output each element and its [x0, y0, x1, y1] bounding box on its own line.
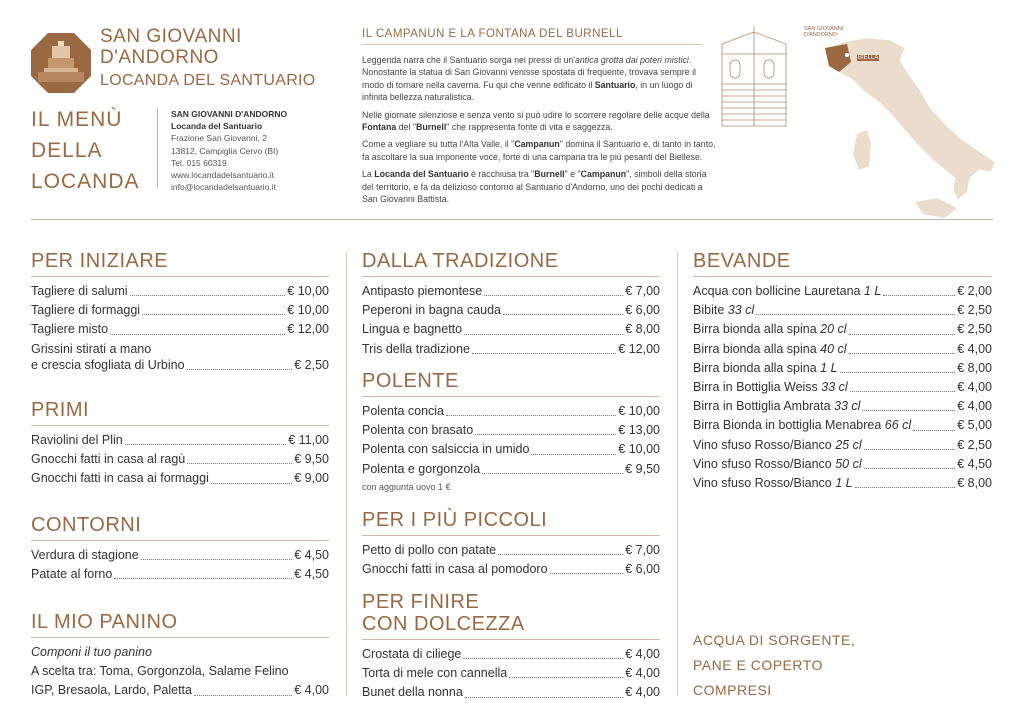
- section-title: PER I PIÙ PICCOLI: [362, 509, 548, 531]
- footer-note-line1: ACQUA DI SORGENTE,: [693, 632, 856, 648]
- address-city: 13812, Campiglia Cervo (BI): [171, 145, 279, 156]
- menu-item-price: € 5,00: [957, 418, 992, 433]
- menu-item-price: € 12,00: [287, 322, 329, 337]
- menu-item: [693, 474, 992, 493]
- item-list: [362, 282, 660, 359]
- campanun-tower-illustration: [716, 26, 792, 130]
- menu-item-label: Birra bionda alla spina 1 L: [693, 360, 838, 375]
- column-divider: [346, 252, 347, 696]
- menu-item-label: Petto di pollo con patate: [362, 543, 497, 557]
- menu-item: [31, 320, 329, 339]
- section-rule: [362, 535, 660, 536]
- section-rule: [362, 396, 660, 397]
- leader-dots: [864, 449, 956, 450]
- leader-dots: [130, 295, 286, 296]
- menu-item-label: Birra in Bottiglia Weiss 33 cl: [693, 380, 848, 395]
- menu-item-price: € 2,50: [957, 303, 992, 318]
- leader-dots: [142, 314, 285, 315]
- menu-item-label: Polenta concia: [362, 404, 445, 418]
- menu-item: [693, 455, 992, 474]
- item-list: [362, 645, 660, 703]
- address-name: SAN GIOVANNI D'ANDORNO: [171, 109, 288, 119]
- item-list: [362, 402, 660, 479]
- menu-item-qty: 25 cl: [835, 437, 862, 452]
- story-paragraph: Come a vegliare su tutta l'Alta Valle, il "Campanun" domina il Santuario e, di tanto in tanto, fa ascoltare la sua imponente voce, forte di una campana tra le più pesanti del Biellese.: [362, 139, 716, 162]
- menu-item: [693, 301, 992, 320]
- menu-item-price: € 12,00: [618, 341, 660, 356]
- menu-item: [362, 320, 660, 339]
- menu-item-price: € 4,00: [625, 666, 660, 681]
- menu-item-multiline: [31, 340, 329, 375]
- menu-item-label: Birra in Bottiglia Ambrata 33 cl: [693, 399, 861, 414]
- menu-item-price: € 4,50: [957, 456, 992, 471]
- story-paragraph: La Locanda del Santuario è racchiusa tra "Burnell" e "Campanun", simboli della storia del territorio, e fa da delizioso contorno al Santuario d'Andorno, uno dei pochi dedicati a San Giovanni Battista.: [362, 169, 707, 205]
- item-list: [31, 431, 329, 489]
- menu-item: [31, 431, 329, 450]
- menu-item: [362, 440, 660, 459]
- menu-item-label: Torta di mele con cannella: [362, 666, 508, 681]
- menu-item-qty: 33 cl: [834, 399, 861, 414]
- brand-name: [100, 26, 242, 68]
- menu-item-label: Vino sfuso Rosso/Bianco 25 cl: [693, 437, 862, 452]
- menu-item-label: Raviolini del Plin: [31, 433, 123, 447]
- menu-item-label: Antipasto piemontese: [362, 284, 483, 298]
- address-web[interactable]: www.locandadelsantuario.it: [171, 170, 275, 181]
- menu-item-price: € 13,00: [618, 423, 660, 438]
- address-subname: Locanda del Santuario: [171, 121, 263, 132]
- menu-item: [31, 450, 329, 469]
- section-tradizione: [362, 250, 660, 359]
- leader-dots: [187, 369, 293, 370]
- menu-item: [31, 565, 329, 584]
- story-paragraph: Nelle giornate silenziose e senza vento si può udire lo scorrere regolare delle acque della Fontana del "Burnell" che rappresenta fonte di vita e saggezza.: [362, 109, 710, 133]
- leader-dots: [509, 677, 623, 678]
- item-list: [31, 282, 329, 340]
- menu-item-label: Verdura di stagione: [31, 548, 139, 562]
- menu-item: [362, 340, 660, 359]
- menu-item-price: € 7,00: [625, 284, 660, 298]
- locanda-logo: [30, 32, 92, 94]
- menu-item: [693, 378, 992, 397]
- menu-item-label: Gnocchi fatti in casa ai formaggi: [31, 471, 209, 486]
- menu-item-price: € 8,00: [957, 360, 992, 375]
- menu-item-price: € 4,00: [957, 380, 992, 395]
- story-paragraph: Leggenda narra che il Santuario sorga nei pressi di un'antica grotta dai poteri mistici. Nonostante la statua di San Giovanni venisse spostata di frequente, trovava sempre il modo di tornare nella caverna. Fu qui che venne edificato il Santuario, in un luogo di infinita bellezza naturalistica.: [362, 55, 696, 103]
- menu-item-price: € 4,00: [625, 647, 660, 661]
- item-list: [31, 546, 329, 584]
- section-title: POLENTE: [362, 370, 459, 392]
- menu-item: [362, 282, 660, 301]
- menu-item: [362, 421, 660, 440]
- section-title: PER INIZIARE: [31, 250, 169, 272]
- section-title: CONTORNI: [31, 514, 142, 536]
- footer-note: [693, 628, 855, 703]
- menu-item: [362, 645, 660, 664]
- italy-map: [795, 20, 1005, 232]
- leader-dots: [849, 334, 956, 335]
- section-piccoli: [362, 509, 660, 579]
- story-text: [362, 54, 717, 210]
- menu-item-label: Bunet della nonna: [362, 685, 463, 700]
- leader-dots: [482, 473, 623, 474]
- section-bevande: [693, 250, 992, 493]
- menu-item-qty: 1 L: [835, 476, 853, 491]
- menu-item-label: Tris della tradizione: [362, 341, 470, 356]
- menu-item: [693, 436, 992, 455]
- leader-dots: [475, 434, 616, 435]
- menu-item: [362, 683, 660, 702]
- leader-dots: [110, 334, 285, 335]
- leader-dots: [550, 573, 624, 574]
- leader-dots: [850, 391, 956, 392]
- menu-item-label: Tagliere misto: [31, 322, 109, 337]
- menu-item-label: Acqua con bollicine Lauretana 1 L: [693, 284, 882, 298]
- menu-item-label: Bibite 33 cl: [693, 303, 755, 318]
- section-title: DALLA TRADIZIONE: [362, 250, 559, 272]
- panino-subtitle: Componi il tuo panino: [31, 645, 152, 659]
- menu-item: [362, 664, 660, 683]
- map-label-line1: SAN GIOVANNI: [804, 26, 844, 32]
- menu-item-price: € 8,00: [625, 322, 660, 337]
- menu-item-price: € 2,50: [957, 437, 992, 452]
- menu-item-price: € 4,00: [625, 685, 660, 700]
- leader-dots: [194, 695, 292, 696]
- menu-item-price: € 10,00: [287, 303, 329, 318]
- panino-options-cont: IGP, Bresaola, Lardo, Paletta: [31, 683, 192, 698]
- menu-item-price: € 2,50: [294, 357, 329, 372]
- menu-item-qty: 33 cl: [727, 303, 755, 318]
- section-title-line2: CON DOLCEZZA: [362, 613, 525, 635]
- menu-title-line1: IL MENÙ: [31, 108, 123, 131]
- section-per-iniziare: [31, 250, 329, 375]
- section-panino: [31, 611, 329, 701]
- leader-dots: [465, 697, 623, 698]
- leader-dots: [756, 314, 955, 315]
- menu-item: [362, 560, 660, 579]
- leader-dots: [498, 554, 623, 555]
- menu-item-label: e crescia sfogliata di Urbino: [31, 357, 185, 372]
- address-email[interactable]: info@locandadelsantuario.it: [171, 182, 277, 193]
- map-label-line2: D'ANDORNO: [804, 32, 838, 38]
- menu-item-label: Polenta e gorgonzola: [362, 461, 481, 476]
- leader-dots: [503, 314, 623, 315]
- item-list: [693, 282, 992, 493]
- leader-dots: [125, 444, 287, 445]
- menu-item-qty: 20 cl: [820, 322, 847, 337]
- section-title: IL MIO PANINO: [31, 611, 178, 633]
- menu-item-price: € 2,50: [957, 322, 992, 337]
- menu-item-label: Tagliere di salumi: [31, 284, 128, 298]
- menu-item: [31, 546, 329, 565]
- menu-item-price: € 10,00: [618, 442, 660, 457]
- menu-item-qty: 1 L: [820, 360, 838, 375]
- menu-item-price: € 9,50: [625, 461, 660, 476]
- menu-item-qty: 33 cl: [821, 380, 848, 395]
- menu-item-price: € 2,00: [957, 284, 992, 298]
- menu-title-line2: DELLA: [31, 139, 103, 162]
- menu-item-qty: 66 cl: [884, 418, 912, 433]
- leader-dots: [883, 295, 955, 296]
- leader-dots: [114, 578, 292, 579]
- menu-item-label: Birra Bionda in bottiglia Menabrea 66 cl: [693, 418, 912, 433]
- menu-item-label: Grissini stirati a mano: [31, 341, 152, 356]
- menu-item: [362, 460, 660, 479]
- section-dolcezza: [362, 591, 660, 703]
- panino-options: A scelta tra: Toma, Gorgonzola, Salame Felino: [31, 664, 289, 679]
- footer-note-line3: COMPRESI: [693, 682, 772, 698]
- menu-item: [693, 320, 992, 339]
- leader-dots: [464, 334, 623, 335]
- section-rule: [31, 425, 329, 426]
- menu-item-label: Gnocchi fatti in casa al pomodoro: [362, 562, 548, 577]
- menu-item-price: € 4,00: [294, 683, 329, 698]
- menu-item-price: € 4,50: [294, 567, 329, 582]
- menu-title-line3: LOCANDA: [31, 170, 140, 193]
- menu-item-price: € 4,50: [294, 548, 329, 562]
- leader-dots: [472, 353, 616, 354]
- section-title: PRIMI: [31, 399, 90, 421]
- menu-item-price: € 7,00: [625, 543, 660, 557]
- menu-item-label: Vino sfuso Rosso/Bianco 1 L: [693, 476, 853, 491]
- brand-name-line2: D'ANDORNO: [100, 47, 219, 68]
- menu-item-label: Polenta con salsiccia in umido: [362, 442, 530, 457]
- map-city-label: BIELLA: [858, 55, 879, 61]
- menu-item: [693, 340, 992, 359]
- header-rule: [31, 219, 993, 220]
- menu-item-price: € 4,00: [957, 399, 992, 414]
- leader-dots: [849, 353, 956, 354]
- menu-item: [693, 397, 992, 416]
- address-tel: Tel. 015 60319: [171, 157, 227, 168]
- leader-dots: [840, 372, 956, 373]
- section-rule: [362, 639, 660, 640]
- menu-item-label: Birra bionda alla spina 20 cl: [693, 322, 847, 337]
- leader-dots: [864, 468, 956, 469]
- leader-dots: [446, 415, 616, 416]
- menu-item-label: Birra bionda alla spina 40 cl: [693, 341, 847, 356]
- menu-item: [693, 416, 992, 435]
- menu-item-label: Tagliere di formaggi: [31, 303, 141, 318]
- menu-item: [31, 301, 329, 320]
- menu-item-price: € 9,50: [294, 452, 329, 467]
- menu-item-label: Lingua e bagnetto: [362, 322, 463, 337]
- menu-item-price: € 9,00: [294, 471, 329, 486]
- story-rule: [362, 44, 702, 45]
- address-block: [171, 108, 287, 193]
- menu-item-price: € 10,00: [287, 284, 329, 298]
- section-title: BEVANDE: [693, 250, 791, 272]
- map-label: [804, 26, 843, 38]
- leader-dots: [855, 487, 956, 488]
- menu-item: [31, 469, 329, 488]
- menu-item-price: € 4,00: [957, 341, 992, 356]
- column-divider: [677, 252, 678, 696]
- menu-item: [362, 301, 660, 320]
- menu-item-qty: 40 cl: [820, 341, 847, 356]
- menu-title: [31, 104, 140, 197]
- menu-item-price: € 8,00: [957, 476, 992, 491]
- story-title: IL CAMPANUN E LA FONTANA DEL BURNELL: [362, 28, 623, 40]
- menu-item-label: Polenta con brasato: [362, 423, 474, 438]
- leader-dots: [211, 483, 292, 484]
- menu-item-qty: 50 cl: [835, 456, 862, 471]
- leader-dots: [913, 430, 955, 431]
- section-rule: [31, 637, 329, 638]
- menu-item-price: € 6,00: [625, 562, 660, 577]
- header-divider: [157, 108, 158, 188]
- leader-dots: [862, 410, 955, 411]
- section-contorni: [31, 514, 329, 584]
- menu-item: [31, 282, 329, 301]
- section-rule: [31, 276, 329, 277]
- section-polente: [362, 370, 660, 492]
- menu-item: [693, 359, 992, 378]
- leader-dots: [187, 463, 292, 464]
- address-street: Frazione San Giovanni, 2: [171, 133, 267, 144]
- menu-item-label: Gnocchi fatti in casa al ragù: [31, 452, 186, 467]
- menu-item-label: Crostata di ciliege: [362, 647, 462, 661]
- menu-item: [362, 402, 660, 421]
- menu-item-label: Vino sfuso Rosso/Bianco 50 cl: [693, 456, 862, 471]
- leader-dots: [141, 559, 293, 560]
- polente-note: con aggiunta uovo 1 €: [362, 481, 451, 492]
- menu-item-label: Peperoni in bagna cauda: [362, 303, 502, 318]
- menu-item: [362, 541, 660, 560]
- menu-item-price: € 11,00: [288, 433, 329, 447]
- brand-name-line1: SAN GIOVANNI: [100, 26, 242, 47]
- section-primi: [31, 399, 329, 489]
- menu-item-price: € 6,00: [625, 303, 660, 318]
- menu-item-qty: 1 L: [863, 284, 882, 298]
- section-title-line1: PER FINIRE: [362, 591, 480, 613]
- footer-note-line2: PANE E COPERTO: [693, 657, 823, 673]
- section-rule: [362, 276, 660, 277]
- brand-subtitle: LOCANDA DEL SANTUARIO: [100, 72, 316, 89]
- leader-dots: [463, 658, 623, 659]
- menu-item-price: € 10,00: [618, 404, 660, 418]
- leader-dots: [531, 454, 616, 455]
- menu-item: [693, 282, 992, 301]
- section-rule: [693, 276, 992, 277]
- leader-dots: [484, 295, 623, 296]
- section-rule: [31, 540, 329, 541]
- item-list: [362, 541, 660, 579]
- menu-item-label: Patate al forno: [31, 567, 113, 582]
